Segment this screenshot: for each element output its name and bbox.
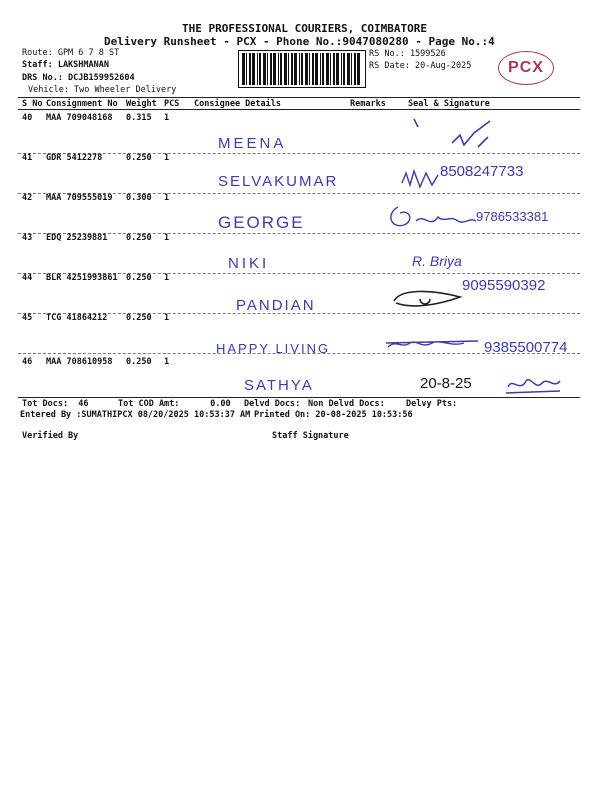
- table-row: [0, 233, 600, 273]
- tot-cod-amt: Tot COD Amt: 0.00: [118, 399, 231, 409]
- signature-mark: [382, 335, 482, 353]
- barcode-bar: [326, 53, 329, 85]
- barcode-bar: [309, 53, 310, 85]
- col-weight: Weight: [126, 99, 157, 109]
- consignee-handwriting: HAPPY LIVING: [216, 341, 331, 356]
- barcode-bar: [284, 53, 287, 85]
- barcode-bar: [351, 53, 352, 85]
- company-name: THE PROFESSIONAL COURIERS, COIMBATORE: [182, 22, 428, 35]
- signature-mark: [388, 203, 478, 233]
- row-weight: 0.250: [126, 233, 152, 243]
- barcode-bar: [333, 53, 335, 85]
- row-weight: 0.315: [126, 113, 152, 123]
- barcode-bar: [299, 53, 300, 85]
- signature-mark: [502, 371, 564, 397]
- barcode-bar: [257, 53, 258, 85]
- barcode: [238, 50, 366, 88]
- table-row: [0, 113, 600, 153]
- table-row: [0, 153, 600, 193]
- signature-phone: 9385500774: [484, 339, 568, 356]
- signature-mark: [398, 161, 444, 191]
- col-consignee: Consignee Details: [194, 99, 281, 109]
- barcode-bar: [288, 53, 289, 85]
- row-pcs: 1: [164, 273, 170, 283]
- table-row: [0, 353, 600, 397]
- entered-by: Entered By :SUMATHIPCX 08/20/2025 10:53:37 AM: [20, 410, 251, 420]
- row-weight: 0.250: [126, 357, 152, 367]
- row-consignment-no: GDR 5412278: [46, 153, 103, 163]
- signature-mark: [408, 113, 498, 153]
- signature-name: R. Briya: [412, 253, 462, 269]
- col-consignment: Consignment No: [46, 99, 118, 109]
- drs-number: DRS No.: DCJB159952604: [22, 73, 135, 83]
- barcode-bar: [278, 53, 279, 85]
- row-consignment-no: TCG 41864212: [46, 313, 108, 323]
- tot-docs: Tot Docs: 46: [22, 399, 89, 409]
- barcode-bar: [347, 53, 350, 85]
- barcode-bar: [246, 53, 247, 85]
- row-pcs: 1: [164, 113, 170, 123]
- row-sno: 41: [22, 153, 33, 163]
- barcode-bar: [252, 53, 255, 85]
- row-consignment-no: EDQ 25239881: [46, 233, 108, 243]
- vehicle-text: Vehicle: Two Wheeler Delivery: [28, 85, 177, 95]
- row-pcs: 1: [164, 357, 170, 367]
- table-row: [0, 273, 600, 313]
- row-weight: 0.300: [126, 193, 152, 203]
- row-pcs: 1: [164, 193, 170, 203]
- row-weight: 0.250: [126, 313, 152, 323]
- signature-phone: 9786533381: [476, 209, 549, 224]
- delvd-docs: Delvd Docs:: [244, 399, 301, 409]
- consignee-handwriting: MEENA: [218, 135, 287, 152]
- consignee-handwriting: SELVAKUMAR: [218, 173, 339, 190]
- row-pcs: 1: [164, 233, 170, 243]
- row-consignment-no: MAA 709555019: [46, 193, 113, 203]
- barcode-bar: [305, 53, 308, 85]
- verified-by: Verified By: [22, 431, 79, 441]
- barcode-bar: [315, 53, 318, 85]
- table-row: [0, 313, 600, 356]
- row-weight: 0.250: [126, 153, 152, 163]
- row-consignment-no: MAA 709048168: [46, 113, 113, 123]
- signature-phone: 9095590392: [462, 277, 546, 294]
- rs-number: RS No.: 1599526: [369, 49, 446, 59]
- barcode-bar: [273, 53, 276, 85]
- signature-phone: 8508247733: [440, 163, 524, 180]
- barcode-bar: [301, 53, 303, 85]
- barcode-bar: [354, 53, 356, 85]
- consignee-handwriting: PANDIAN: [236, 297, 316, 314]
- delvy-pts: Delvy Pts:: [406, 399, 458, 409]
- row-sno: 40: [22, 113, 33, 123]
- barcode-bar: [294, 53, 297, 85]
- staff-signature: Staff Signature: [272, 431, 349, 441]
- barcode-bar: [280, 53, 282, 85]
- header-bottom-rule: [18, 109, 580, 110]
- rs-date: RS Date: 20-Aug-2025: [369, 61, 472, 71]
- table-row: [0, 193, 600, 233]
- barcode-bar: [242, 53, 245, 85]
- col-sno: S No: [22, 99, 43, 109]
- barcode-bar: [341, 53, 342, 85]
- barcode-bar: [270, 53, 272, 85]
- consignee-handwriting: NIKI: [228, 255, 270, 272]
- header-top-rule: [18, 97, 580, 98]
- barcode-bar: [357, 53, 360, 85]
- runsheet-title: Delivery Runsheet - PCX - Phone No.:9047080280 - Page No.:4: [104, 35, 495, 48]
- barcode-bar: [312, 53, 314, 85]
- barcode-bar: [249, 53, 251, 85]
- staff-text: Staff: LAKSHMANAN: [22, 60, 109, 70]
- row-pcs: 1: [164, 313, 170, 323]
- col-pcs: PCS: [164, 99, 180, 109]
- signature-date: 20-8-25: [420, 375, 472, 392]
- route-text: Route: GPM 6 7 8 ST: [22, 48, 120, 58]
- col-remarks: Remarks: [350, 99, 386, 109]
- signature-mark: [390, 281, 470, 311]
- barcode-bar: [336, 53, 339, 85]
- col-seal: Seal & Signature: [408, 99, 490, 109]
- row-sno: 46: [22, 357, 33, 367]
- barcode-bar: [343, 53, 345, 85]
- printed-on: Printed On: 20-08-2025 10:53:56: [254, 410, 413, 420]
- pcx-stamp: PCX: [498, 51, 554, 85]
- row-consignment-no: BLR 4251993861: [46, 273, 118, 283]
- row-sno: 42: [22, 193, 33, 203]
- barcode-bar: [291, 53, 293, 85]
- consignee-handwriting: SATHYA: [244, 377, 314, 394]
- barcode-bar: [263, 53, 266, 85]
- row-sno: 44: [22, 273, 33, 283]
- barcode-bar: [322, 53, 324, 85]
- row-sno: 43: [22, 233, 33, 243]
- row-pcs: 1: [164, 153, 170, 163]
- row-consignment-no: MAA 708610958: [46, 357, 113, 367]
- barcode-bar: [267, 53, 268, 85]
- barcode-bar: [320, 53, 321, 85]
- barcode-bar: [330, 53, 331, 85]
- row-weight: 0.250: [126, 273, 152, 283]
- non-delvd-docs: Non Delvd Docs:: [308, 399, 385, 409]
- consignee-handwriting: GEORGE: [218, 213, 305, 232]
- row-sno: 45: [22, 313, 33, 323]
- barcode-bar: [259, 53, 261, 85]
- footer-rule: [18, 397, 580, 398]
